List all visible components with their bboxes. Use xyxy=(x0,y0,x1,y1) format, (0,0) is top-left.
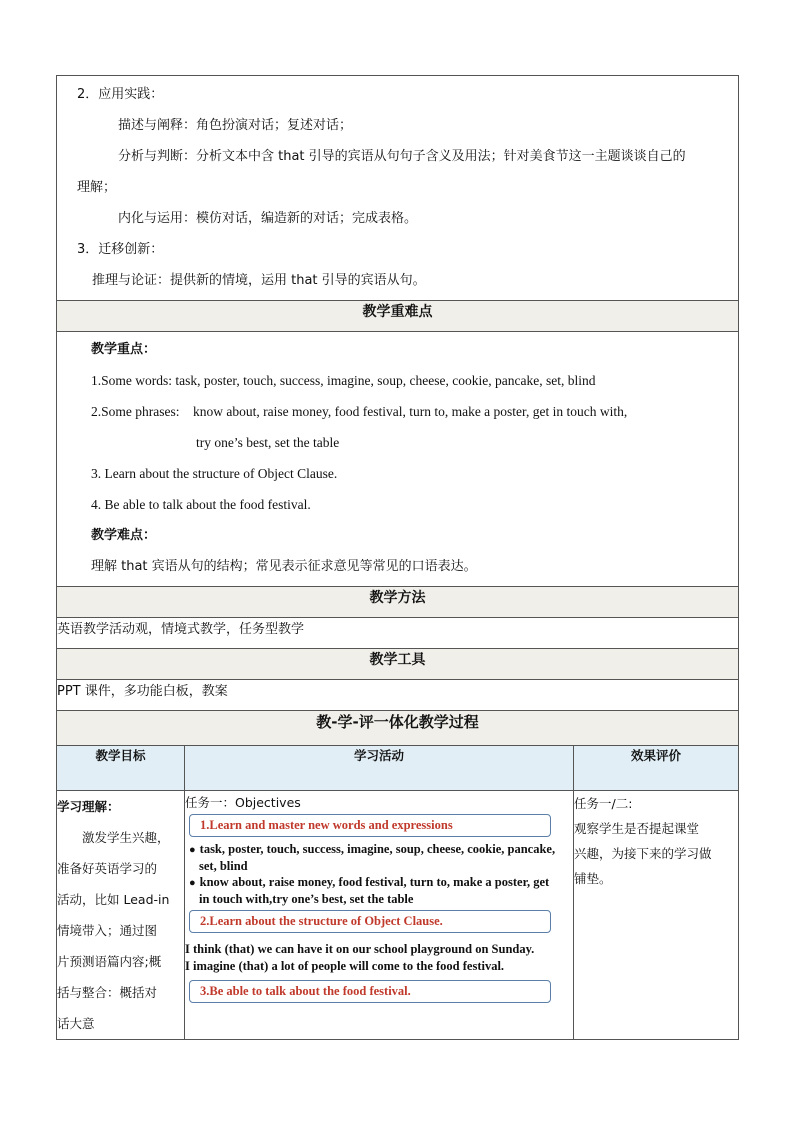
activity-cell xyxy=(185,791,574,1040)
difficulty-text: 理解 that 宾语从句的结构；常见表示征求意见等常见的口语表达。 xyxy=(91,559,477,574)
lesson-plan-table xyxy=(56,75,739,1040)
tools-text: PPT 课件，多功能白板，教案 xyxy=(57,680,739,711)
goal-line-6: 括与整合：概括对 xyxy=(57,985,158,1000)
process-content-row xyxy=(57,791,739,1040)
process-columns-row xyxy=(57,746,739,791)
goal-line-4: 情境带入；通过图 xyxy=(57,923,158,938)
process-title: 教-学-评一体化教学过程 xyxy=(57,711,739,746)
objective-box-2: 2.Learn about the structure of Object Clause. xyxy=(189,910,551,933)
goal-line-7: 话大意 xyxy=(57,1016,95,1031)
difficulty-label: 教学难点： xyxy=(91,528,157,543)
practice-heading: 2．应用实践： xyxy=(77,87,164,102)
key-points-title: 教学重难点 xyxy=(57,301,739,332)
phrases-bullet xyxy=(185,874,559,907)
practice-row xyxy=(57,76,739,301)
objective-box-3: 3.Be able to talk about the food festival. xyxy=(189,980,551,1003)
tools-header-row xyxy=(57,649,739,680)
tools-title: 教学工具 xyxy=(57,649,739,680)
key-points-header-row xyxy=(57,301,739,332)
focus-item-structure: 3. Learn about the structure of Object Clause. xyxy=(91,466,338,481)
eval-title: 任务一/二: xyxy=(574,796,633,811)
eval-line-2: 兴趣，为接下来的学习做 xyxy=(574,846,712,861)
task-title: 任务一：Objectives xyxy=(185,795,301,810)
lesson-plan-page xyxy=(56,75,738,1040)
example-sentence-2: I imagine (that) a lot of people will come to the food festival. xyxy=(185,959,505,973)
practice-analyze-line: 分析与判断：分析文本中含 that 引导的宾语从句句子含义及用法；针对美食节这一主题谈谈自己的 xyxy=(118,149,686,164)
words-bullet xyxy=(185,841,559,874)
key-points-row xyxy=(57,332,739,587)
practice-describe-line: 描述与阐释：角色扮演对话；复述对话； xyxy=(118,118,353,133)
goal-cell xyxy=(57,791,185,1040)
focus-item-words: 1.Some words: task, poster, touch, success, imagine, soup, cheese, cookie, pancake, set, blind xyxy=(91,373,596,388)
methods-row xyxy=(57,618,739,649)
goal-line-5: 片预测语篇内容;概 xyxy=(57,954,162,969)
col-header-activity: 学习活动 xyxy=(185,746,574,791)
objective-box-1: 1.Learn and master new words and expressions xyxy=(189,814,551,837)
bullet-dot-icon: ● xyxy=(189,844,196,856)
example-sentence-1: I think (that) we can have it on our school playground on Sunday. xyxy=(185,942,535,956)
methods-header-row xyxy=(57,587,739,618)
innovation-infer-line: 推理与论证：提供新的情境，运用 that 引导的宾语从句。 xyxy=(92,273,426,288)
phrases-bullet-text: know about, raise money, food festival, turn to, make a poster, get in touch with,try one’s best, set the table xyxy=(199,875,550,906)
focus-label: 教学重点： xyxy=(91,342,157,357)
eval-cell xyxy=(574,791,739,1040)
phrases-label: 2.Some phrases: xyxy=(91,404,180,419)
methods-title: 教学方法 xyxy=(57,587,739,618)
goal-title: 学习理解： xyxy=(57,799,120,814)
phrases-line-2: try one’s best, set the table xyxy=(196,435,340,450)
col-header-goal: 教学目标 xyxy=(57,746,185,791)
objectives-slide xyxy=(185,814,559,1003)
tools-row xyxy=(57,680,739,711)
focus-item-talk: 4. Be able to talk about the food festival. xyxy=(91,497,311,512)
practice-analyze-continuation: 理解； xyxy=(77,180,117,195)
col-header-eval: 效果评价 xyxy=(574,746,739,791)
focus-item-phrases xyxy=(57,396,738,427)
practice-cell xyxy=(57,76,739,301)
practice-internalize-line: 内化与运用：模仿对话，编造新的对话；完成表格。 xyxy=(118,211,418,226)
bullet-dot-icon: ● xyxy=(189,877,196,889)
words-bullet-text: task, poster, touch, success, imagine, soup, cheese, cookie, pancake, set, blind xyxy=(199,842,556,873)
goal-line-3: 活动，比如 Lead-in xyxy=(57,892,170,907)
goal-line-1: 激发学生兴趣， xyxy=(82,830,170,845)
process-header-row xyxy=(57,711,739,746)
methods-text: 英语教学活动观，情境式教学，任务型教学 xyxy=(57,618,739,649)
innovation-heading: 3．迁移创新： xyxy=(77,242,164,257)
phrases-line-1: know about, raise money, food festival, turn to, make a poster, get in touch with, xyxy=(193,404,628,419)
eval-line-1: 观察学生是否提起课堂 xyxy=(574,821,700,836)
goal-line-2: 准备好英语学习的 xyxy=(57,861,158,876)
eval-line-3: 铺垫。 xyxy=(574,871,612,886)
key-points-cell xyxy=(57,332,739,587)
